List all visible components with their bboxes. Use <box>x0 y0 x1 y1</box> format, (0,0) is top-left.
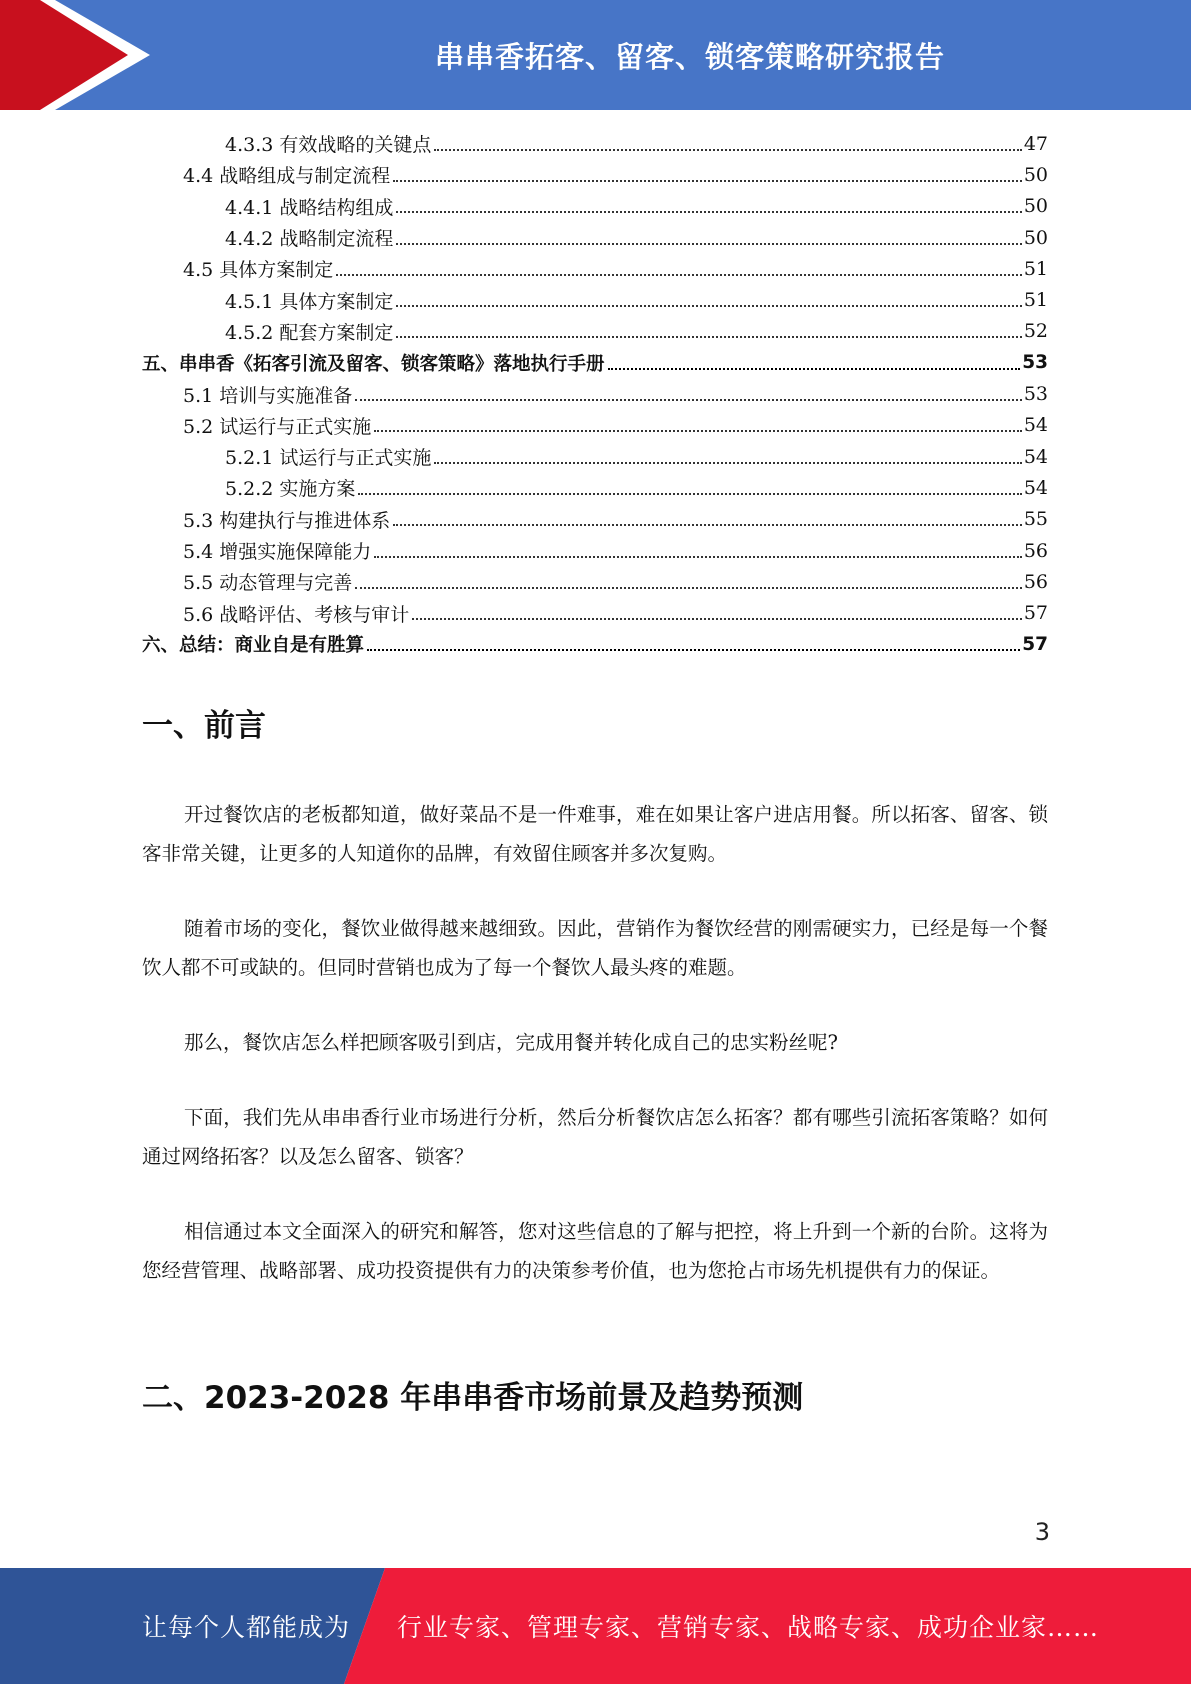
toc-entry-label: 5.4 增强实施保障能力 <box>183 541 372 563</box>
toc-entry[interactable] <box>142 284 1048 315</box>
page-number: 3 <box>1034 1518 1050 1546</box>
toc-entry[interactable] <box>142 597 1048 628</box>
toc-dot-leader <box>393 180 1022 182</box>
toc-entry[interactable] <box>142 566 1048 597</box>
toc-entry[interactable] <box>142 253 1048 284</box>
toc-entry[interactable] <box>142 535 1048 566</box>
toc-dot-leader <box>434 462 1021 464</box>
toc-dot-leader <box>434 149 1021 151</box>
toc-dot-leader <box>393 524 1022 526</box>
toc-entry-page: 57 <box>1022 633 1048 655</box>
toc-entry-page: 53 <box>1023 383 1048 406</box>
toc-entry-label: 5.2.2 实施方案 <box>225 478 356 501</box>
toc-dot-leader <box>367 649 1020 651</box>
toc-dot-leader <box>355 399 1022 401</box>
toc-entry-page: 56 <box>1023 570 1048 593</box>
toc-entry-label: 4.5.1 具体方案制定 <box>225 290 394 313</box>
toc-entry[interactable] <box>142 191 1048 222</box>
toc-entry[interactable] <box>142 159 1048 190</box>
toc-entry-page: 51 <box>1023 289 1048 312</box>
toc-entry-page: 50 <box>1023 195 1048 218</box>
toc-entry-page: 56 <box>1023 539 1048 562</box>
toc-entry-label: 5.2.1 试运行与正式实施 <box>225 447 432 470</box>
toc-entry[interactable] <box>142 441 1048 472</box>
page-header <box>0 0 1191 110</box>
toc-entry-page: 55 <box>1023 508 1048 531</box>
toc-entry-label: 六、总结：商业自是有胜算 <box>142 635 365 657</box>
toc-entry-page: 54 <box>1023 414 1048 437</box>
toc-entry-page: 54 <box>1023 476 1048 499</box>
toc-entry-page: 47 <box>1023 132 1048 155</box>
toc-entry[interactable] <box>142 316 1048 347</box>
toc-dot-leader <box>396 305 1021 307</box>
toc-entry-label: 4.4 战略组成与制定流程 <box>183 165 391 188</box>
toc-entry-page: 54 <box>1023 445 1048 468</box>
paragraph-1: 开过餐饮店的老板都知道，做好菜品不是一件难事，难在如果让客户进店用餐。所以拓客、留客、锁客非常关键，让更多的人知道你的品牌，有效留住顾客并多次复购。 <box>142 803 1048 865</box>
toc-dot-leader <box>412 618 1022 620</box>
toc-dot-leader <box>396 243 1021 245</box>
footer-slogan-left: 让每个人都能成为 <box>142 1613 351 1642</box>
toc-entry-page: 50 <box>1023 163 1048 186</box>
toc-entry-page: 50 <box>1023 226 1048 249</box>
toc-entry[interactable] <box>142 504 1048 535</box>
paragraph-4: 下面，我们先从串串香行业市场进行分析，然后分析餐饮店怎么拓客？都有哪些引流拓客策略？如何通过网络拓客？以及怎么留客、锁客？ <box>142 1106 1048 1168</box>
toc-entry[interactable] <box>142 629 1048 660</box>
table-of-contents <box>142 128 1048 660</box>
toc-dot-leader <box>374 430 1022 432</box>
toc-entry-label: 5.6 战略评估、考核与审计 <box>183 603 410 626</box>
toc-entry-label: 5.1 培训与实施准备 <box>183 384 353 407</box>
toc-entry[interactable] <box>142 128 1048 159</box>
section-heading-market-outlook: 二、2023-2028 年串串香市场前景及趋势预测 <box>142 1380 804 1416</box>
toc-entry-label: 五、串串香《拓客引流及留客、锁客策略》落地执行手册 <box>142 353 605 375</box>
toc-dot-leader <box>374 556 1022 558</box>
header-title: 串串香拓客、留客、锁客策略研究报告 <box>434 39 945 74</box>
toc-entry-label: 4.5.2 配套方案制定 <box>225 321 394 344</box>
toc-entry-label: 5.3 构建执行与推进体系 <box>183 509 391 532</box>
toc-entry-label: 5.2 试运行与正式实施 <box>183 415 372 438</box>
paragraph-3: 那么，餐饮店怎么样把顾客吸引到店，完成用餐并转化成自己的忠实粉丝呢? <box>184 1031 838 1054</box>
toc-dot-leader <box>355 587 1022 589</box>
page-footer <box>0 1568 1191 1684</box>
toc-entry-page: 53 <box>1022 352 1048 374</box>
toc-entry[interactable] <box>142 410 1048 441</box>
toc-entry-label: 4.5 具体方案制定 <box>183 259 334 282</box>
header-chevron-decoration <box>0 0 160 110</box>
toc-dot-leader <box>396 336 1021 338</box>
toc-entry[interactable] <box>142 472 1048 503</box>
toc-entry-page: 52 <box>1023 320 1048 343</box>
toc-entry-label: 4.3.3 有效战略的关键点 <box>225 134 432 157</box>
toc-entry[interactable] <box>142 347 1048 378</box>
toc-entry-label: 4.4.1 战略结构组成 <box>225 196 394 219</box>
section-heading-preface: 一、前言 <box>142 708 266 744</box>
toc-entry-page: 57 <box>1023 602 1048 625</box>
toc-entry[interactable] <box>142 222 1048 253</box>
toc-dot-leader <box>336 274 1022 276</box>
toc-entry-page: 51 <box>1023 257 1048 280</box>
toc-dot-leader <box>358 493 1021 495</box>
paragraph-2: 随着市场的变化，餐饮业做得越来越细致。因此，营销作为餐饮经营的刚需硬实力，已经是每一个餐饮人都不可或缺的。但同时营销也成为了每一个餐饮人最头疼的难题。 <box>142 917 1048 979</box>
toc-entry-label: 5.5 动态管理与完善 <box>183 572 353 595</box>
footer-slogan-right: 行业专家、管理专家、营销专家、战略专家、成功企业家…… <box>397 1613 1100 1642</box>
toc-entry[interactable] <box>142 378 1048 409</box>
toc-entry-label: 4.4.2 战略制定流程 <box>225 228 394 251</box>
toc-dot-leader <box>608 368 1021 370</box>
paragraph-5: 相信通过本文全面深入的研究和解答，您对这些信息的了解与把控，将上升到一个新的台阶。这将为您经营管理、战略部署、成功投资提供有力的决策参考价值，也为您抢占市场先机提供有力的保证。 <box>142 1220 1048 1282</box>
toc-dot-leader <box>396 211 1021 213</box>
